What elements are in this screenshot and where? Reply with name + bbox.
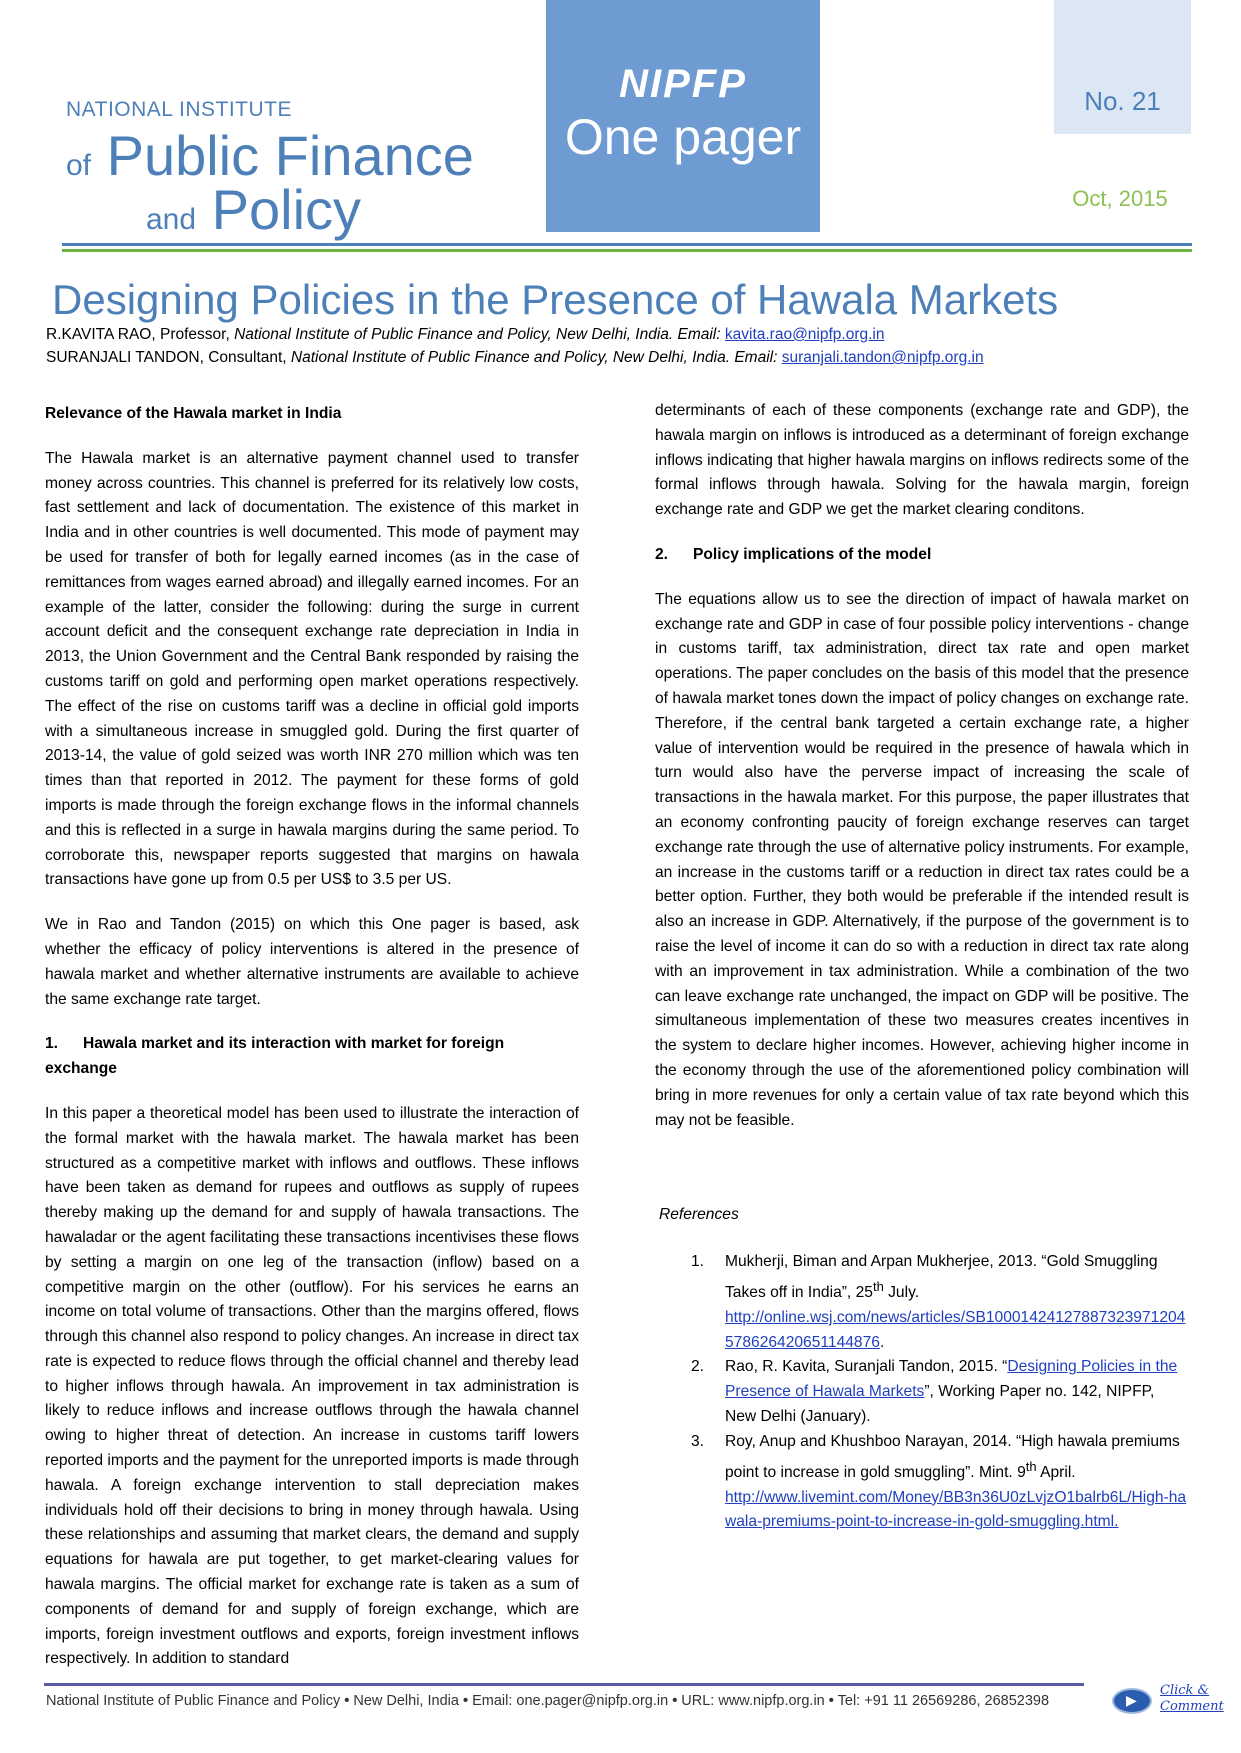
page-title: Designing Policies in the Presence of Hawala Markets (52, 276, 1059, 323)
reference-text (725, 1250, 1189, 1355)
author-line-2 (46, 349, 984, 367)
footer-separator: • (344, 1693, 350, 1709)
issue-number: No. 21 (1084, 86, 1161, 116)
section-number: 2. (655, 545, 669, 563)
click-label: Click & (1160, 1683, 1210, 1698)
reference-link[interactable]: http://online.wsj.com/news/articles/SB10001424127887323971204578626420651144876 (725, 1308, 1186, 1351)
logo-policy-text: Policy (211, 178, 362, 241)
author-line-1 (46, 326, 885, 344)
logo-of: of (66, 149, 92, 182)
section-heading-1 (45, 1032, 579, 1082)
section-title: Hawala market and its interaction with market for foreign exchange (45, 1035, 505, 1078)
comment-label: Comment (1160, 1699, 1224, 1714)
footer-email: Email: one.pager@nipfp.org.in (472, 1693, 669, 1709)
author-name: R.KAVITA RAO, Professor, (46, 326, 235, 343)
footer-city: New Delhi, India (353, 1693, 459, 1709)
footer-url: URL: www.nipfp.org.in (681, 1693, 825, 1709)
footer-separator: • (672, 1693, 678, 1709)
reference-citation: Mukherji, Biman and Arpan Mukherjee, 2013. “Gold Smuggling Takes off in India”, 25 (725, 1253, 1158, 1302)
reference-text (725, 1430, 1189, 1535)
footer-separator: • (828, 1693, 834, 1709)
reference-item (655, 1355, 1189, 1429)
section-number: 1. (45, 1035, 59, 1053)
reference-link[interactable]: http://www.livemint.com/Money/BB3n36U0zLvjzO1balrb6L/High-hawala-premiums-point-to-increase-in-gold-smuggling.html. (725, 1488, 1187, 1531)
paragraph: determinants of each of these components (exchange rate and GDP), the hawala margin on inflows is introduced as a determinant of foreign exchange inflows indicating that higher hawala margins on inflows redirects some of the formal inflows through hawala. Solving for the hawala margin, foreign exchange rate and GDP we get the market clearing conditons. (655, 402, 1189, 519)
reference-number: 1. (691, 1253, 705, 1271)
reference-tail: . (879, 1333, 885, 1351)
header-rule-green (62, 249, 1192, 252)
reference-number: 2. (691, 1358, 705, 1376)
click-comment-icon[interactable] (1112, 1688, 1152, 1714)
logo-and-policy (146, 180, 361, 250)
logo-national-institute: NATIONAL INSTITUTE (66, 98, 293, 121)
one-pager-label: One pager (564, 109, 802, 165)
paragraph: The equations allow us to see the direction of impact of hawala market on exchange rate and GDP in case of four possible policy interventions - change in customs tariff, tax administration, direct tax rate and open market operations. The paper concludes on the basis of this model that the presence of hawala market tones down the impact of policy changes on exchange rate. Therefore, if the central bank targeted a certain exchange rate, a higher value of intervention would be required in the presence of hawala which in turn would also have the perverse impact of increasing the scale of transactions in the hawala market. For this purpose, the paper illustrates that an economy confronting paucity of foreign exchange reserves can target exchange rate through the use of alternative policy instruments. For example, an increase in the customs tariff or a reduction in direct tax rates could be a better option. Further, they both would be preferable if the intended result is also an increase in GDP. Alternatively, if the purpose of the government is to raise the level of income it can do so with a reduction in direct tax rate along with an improvement in tax administration. While a combination of the two can leave exchange rate unchanged, the impact on GDP will be positive. The simultaneous implementation of these two measures creates incentives in the system to declare higher incomes. However, achieving higher income in the economy through the use of the aforementioned policy combination will bring in more revenues for only a certain value of tax rate beyond which this may not be feasible. (655, 590, 1189, 1129)
reference-link[interactable]: Designing Policies in the Presence of Hawala Markets (725, 1358, 1178, 1401)
author-name: SURANJALI TANDON, Consultant, (46, 349, 291, 366)
section-title: Policy implications of the model (693, 545, 932, 563)
header-rule-blue (62, 243, 1192, 246)
references-heading: References (659, 1206, 739, 1224)
author-email-link[interactable]: suranjali.tandon@nipfp.org.in (781, 349, 984, 366)
reference-citation: Rao, R. Kavita, Suranjali Tandon, 2015. “ (725, 1358, 1008, 1376)
footer-tel: Tel: +91 11 26569286, 26852398 (837, 1693, 1050, 1709)
reference-item (655, 1250, 1189, 1355)
section-heading-2 (655, 543, 1189, 568)
reference-number: 3. (691, 1432, 705, 1450)
paragraph: In this paper a theoretical model has been used to illustrate the interaction of the formal market with the hawala market. The hawala market has been structured as a competitive market with inflows and outflows. These inflows have been taken as demand for rupees and outflows as supply of rupees thereby making up the demand for and supply of hawala transactions. The hawaladar or the agent facilitating these transactions incentivises these flows by setting a margin on one leg of the transaction (inflow) based on a competitive margin on the other (outflow). For his services he earns an income on total volume of transactions. Other than the margins offered, flows through this channel also respond to policy changes. An increase in direct tax rate is expected to reduce flows through the official channel and thereby lead to higher inflows through hawala. An improvement in tax administration is likely to reduce inflows and increase outflows through the hawala channel owing to higher threat of detection. An increase in customs tariff lowers reported imports and the payment for the unreported imports is made through hawala. A foreign exchange intervention to stall depreciation makes individuals hold off their decisions to bring in money through hawala. Using these relationships and assuming that market clears, the demand and supply equations for hawala are put together, to get market-clearing values for hawala margins. The official market for exchange rate is taken as a sum of components of demand for and supply of foreign exchange, which are imports, foreign investment outflows and exports, foreign investment inflows respectively. In addition to standard (45, 1104, 579, 1668)
right-column (655, 399, 1189, 1535)
reference-sup: th (1025, 1458, 1037, 1474)
footer-rule (44, 1683, 1084, 1686)
reference-citation: Roy, Anup and Khushboo Narayan, 2014. “High hawala premiums point to increase in gold smuggling”. Mint. 9 (725, 1432, 1180, 1481)
logo-and: and (146, 203, 197, 236)
reference-text (725, 1355, 1189, 1429)
reference-date: July. (883, 1284, 920, 1302)
click-comment-link[interactable] (1160, 1683, 1224, 1715)
left-column (45, 402, 579, 1692)
paragraph: The Hawala market is an alternative payment channel used to transfer money across countries. This channel is preferred for its relatively low costs, fast settlement and lack of documentation. The existence of this market in India and in other countries is well documented. This mode of payment may be used for transfer of both for legally earned incomes (as in the case of remittances from wages earned abroad) and illegally earned incomes. For an example of the latter, consider the following: during the surge in current account deficit and the consequent exchange rate depreciation in India in 2013, the Union Government and the Central Bank responded by raising the customs tariff on gold and performing open market operations respectively. The effect of the rise on customs tariff was a decline in official gold imports with a simultaneous increase in smuggled gold. During the first quarter of 2013-14, the value of gold seized was worth INR 270 million which was ten times than that reported in 2012. The payment for these forms of gold imports is made through the foreign exchange flows in the informal channels and this is reflected in a surge in hawala margins during the same period. To corroborate this, newspaper reports suggested that margins on hawala transactions have gone up from 0.5 per US$ to 3.5 per US. (45, 449, 579, 889)
issue-date: Oct, 2015 (1072, 186, 1168, 211)
reference-sup: th (872, 1278, 884, 1294)
footer-separator: • (462, 1693, 469, 1709)
reference-date: April. (1036, 1463, 1076, 1481)
reference-tail: ”, Working Paper no. 142, NIPFP, New Delhi (January). (725, 1383, 1155, 1426)
author-email-link[interactable]: kavita.rao@nipfp.org.in (724, 326, 885, 343)
logo-public-finance-text: Public Finance (106, 124, 474, 187)
reference-item (655, 1430, 1189, 1535)
footer-org: National Institute of Public Finance and Policy (46, 1693, 341, 1709)
section-heading-relevance: Relevance of the Hawala market in India (45, 405, 342, 422)
paragraph: We in Rao and Tandon (2015) on which this One pager is based, ask whether the efficacy of policy interventions is altered in the presence of hawala market and whether alternative instruments are available to achieve the same exchange rate target. (45, 916, 579, 1008)
footer (46, 1693, 1049, 1709)
author-affiliation: National Institute of Public Finance and Policy, New Delhi, India. Email: (290, 349, 782, 366)
nipfp-logo-mark: NIPFP (619, 62, 747, 106)
author-affiliation: National Institute of Public Finance and Policy, New Delhi, India. Email: (234, 326, 725, 343)
